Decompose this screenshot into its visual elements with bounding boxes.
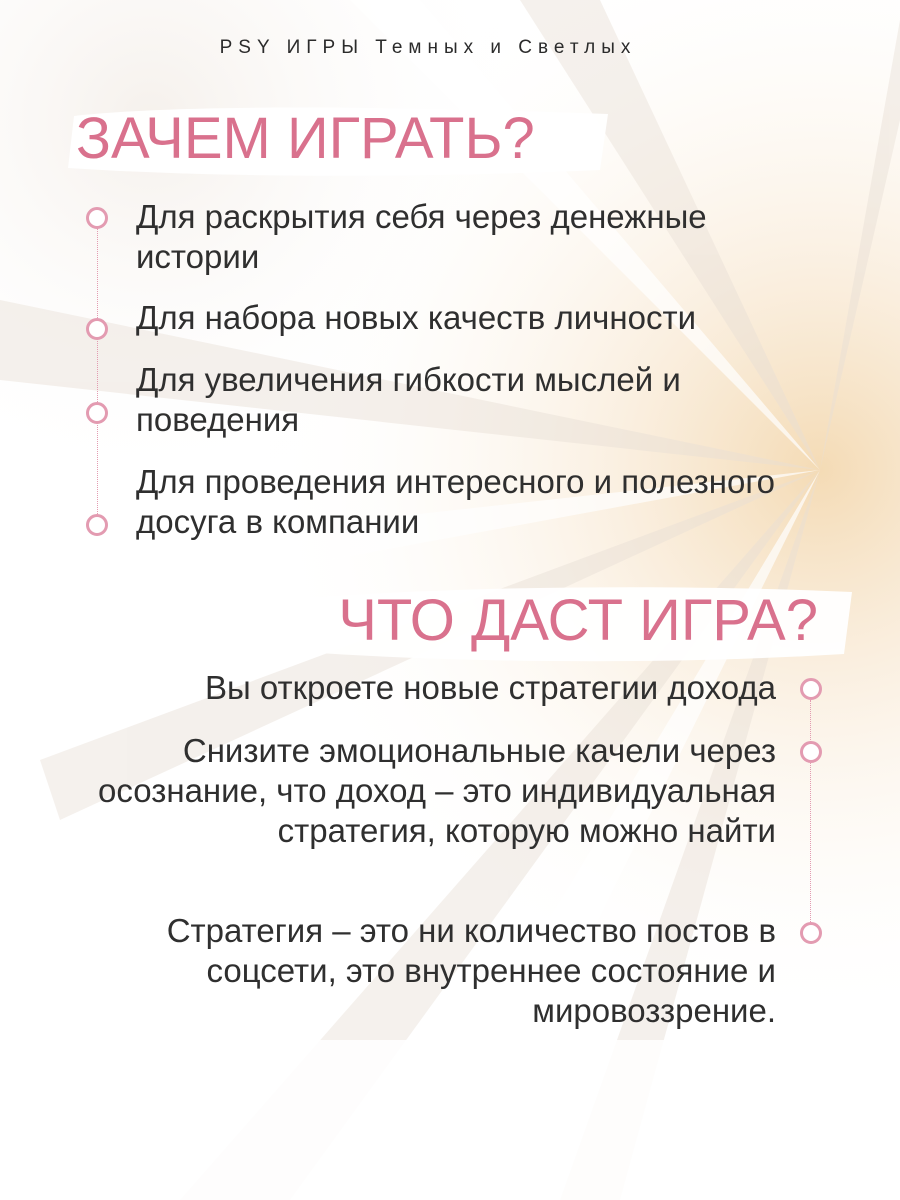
section-heading-what-game-gives: ЧТО ДАСТ ИГРА? <box>338 588 818 653</box>
list-item: Для раскрытия себя через денежные истории <box>136 198 707 275</box>
circle-bullet-icon <box>86 207 108 229</box>
timeline-line <box>97 228 98 528</box>
list-item: Для проведения интересного и полезного досуга в компании <box>136 463 776 540</box>
brand-title: PSY ИГРЫ Темных и Светлых <box>219 37 637 58</box>
timeline-line <box>810 700 811 932</box>
circle-bullet-icon <box>800 678 822 700</box>
circle-bullet-icon <box>800 741 822 763</box>
list-item: Стратегия – это ни количество постов в соцсети, это внутреннее состояние и мировоззрение. <box>166 912 776 1029</box>
list-item: Вы откроете новые стратегии дохода <box>204 669 776 706</box>
circle-bullet-icon <box>86 318 108 340</box>
section-heading-why-play: ЗАЧЕМ ИГРАТЬ? <box>76 106 535 171</box>
circle-bullet-icon <box>800 922 822 944</box>
circle-bullet-icon <box>86 402 108 424</box>
list-item: Для увеличения гибкости мыслей и поведения <box>136 361 681 438</box>
list-item: Для набора новых качеств личности <box>136 299 697 336</box>
circle-bullet-icon <box>86 514 108 536</box>
list-item: Снизите эмоциональные качели через осознание, что доход – это индивидуальная стратегия, которую можно найти <box>98 732 776 849</box>
